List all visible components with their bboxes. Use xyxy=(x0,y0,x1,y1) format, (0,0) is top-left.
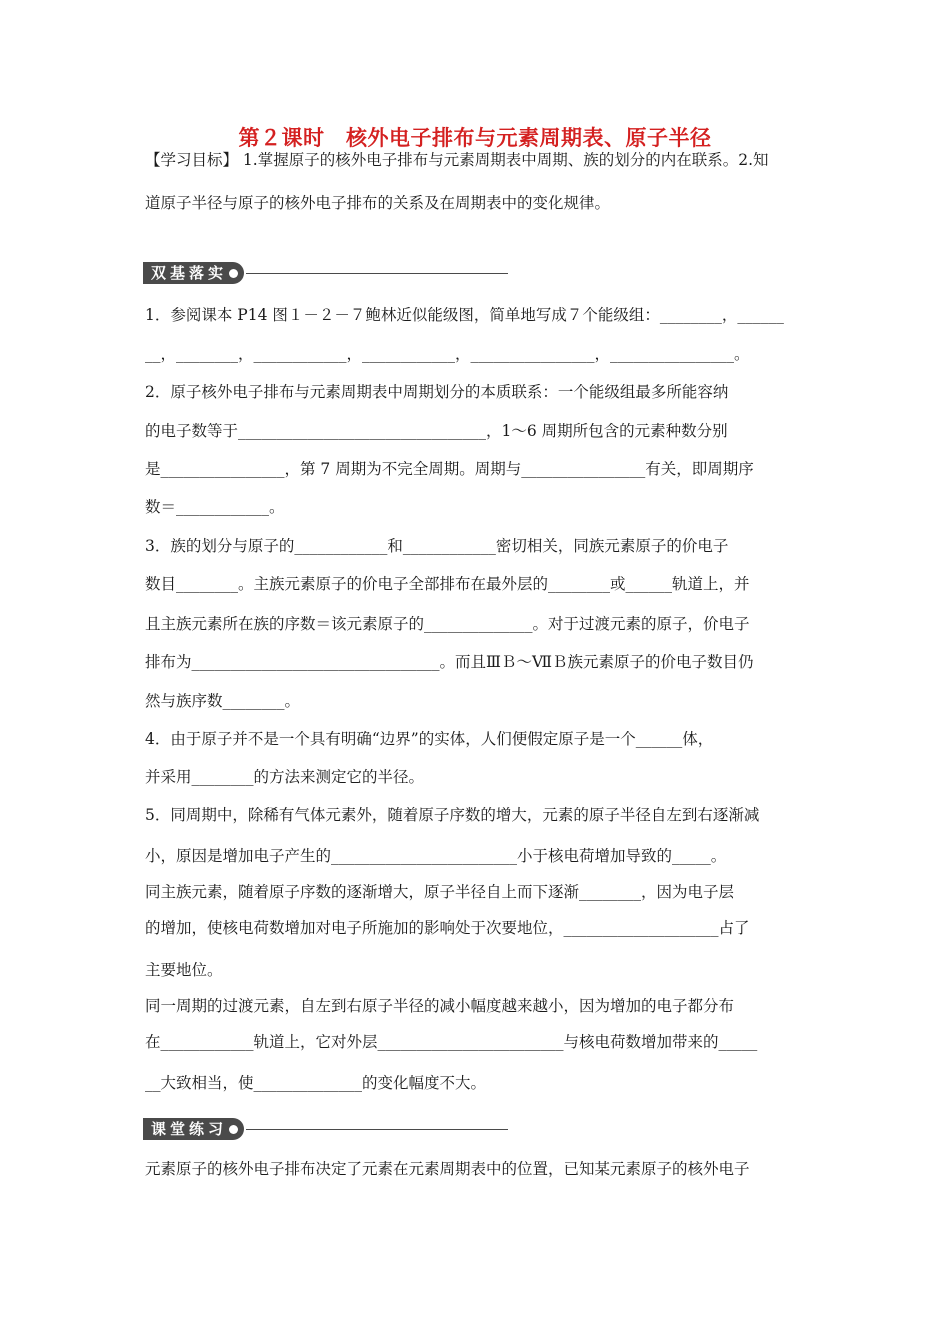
learning-goal-line-2: 道原子半径与原子的核外电子排布的关系及在周期表中的变化规律。 xyxy=(145,194,611,212)
question-line: __大致相当，使______________的变化幅度不大。 xyxy=(145,1074,487,1092)
learning-goal-line-1: 【学习目标】 1.掌握原子的核外电子排布与元素周期表中周期、族的划分的内在联系。2.知 xyxy=(145,151,769,169)
question-line: 的电子数等于________________________________，1～6 周期所包含的元素种数分别 xyxy=(145,422,728,440)
question-line: 的增加，使核电荷数增加对电子所施加的影响处于次要地位，____________________占了 xyxy=(145,919,750,937)
question-line: 并采用________的方法来测定它的半径。 xyxy=(145,768,425,786)
bullet-dot-icon xyxy=(229,269,238,278)
question-line: 3．族的划分与原子的____________和____________密切相关，同族元素原子的价电子 xyxy=(145,537,729,555)
page-title: 第２课时 核外电子排布与元素周期表、原子半径 xyxy=(238,126,712,150)
section-divider xyxy=(246,273,508,274)
bullet-dot-icon xyxy=(229,1125,238,1134)
practice-line: 元素原子的核外电子排布决定了元素在元素周期表中的位置，已知某元素原子的核外电子 xyxy=(145,1160,750,1178)
section-divider xyxy=(246,1129,508,1130)
question-line: 5．同周期中，除稀有气体元素外，随着原子序数的增大，元素的原子半径自左到右逐渐减 xyxy=(145,806,760,824)
section-header-basics xyxy=(143,262,508,284)
question-line: 数目________。主族元素原子的价电子全部排布在最外层的________或______轨道上，并 xyxy=(145,575,750,593)
question-line: 1．参阅课本 P14 图１－２－７鲍林近似能级图，简单地写成７个能级组：________，______ xyxy=(145,306,784,324)
question-line: 是________________，第 7 周期为不完全周期。周期与________________有关，即周期序 xyxy=(145,460,754,478)
question-line: 4．由于原子并不是一个具有明确“边界”的实体，人们便假定原子是一个______体， xyxy=(145,730,714,748)
section-label: 课堂练习 xyxy=(151,1120,228,1138)
question-line: 同一周期的过渡元素，自左到右原子半径的减小幅度越来越小，因为增加的电子都分布 xyxy=(145,997,735,1015)
question-line: 排布为________________________________。而且ⅢＢ～ⅦＢ族元素原子的价电子数目仍 xyxy=(145,653,754,671)
question-line: 主要地位。 xyxy=(145,961,223,979)
question-line: __，________，____________，____________，________________，________________。 xyxy=(145,345,750,363)
section-label: 双基落实 xyxy=(151,264,228,282)
section-header-practice xyxy=(143,1118,508,1140)
question-line: 在____________轨道上，它对外层________________________与核电荷数增加带来的_____ xyxy=(145,1033,758,1051)
question-line: 小，原因是增加电子产生的________________________小于核电荷增加导致的_____。 xyxy=(145,847,727,865)
question-line: 且主族元素所在族的序数＝该元素原子的______________。对于过渡元素的原子，价电子 xyxy=(145,615,750,633)
question-line: 数＝____________。 xyxy=(145,498,285,516)
question-line: 同主族元素，随着原子序数的逐渐增大，原子半径自上而下逐渐________，因为电子层 xyxy=(145,883,735,901)
question-line: 2．原子核外电子排布与元素周期表中周期划分的本质联系：一个能级组最多所能容纳 xyxy=(145,383,729,401)
question-line: 然与族序数________。 xyxy=(145,692,301,710)
